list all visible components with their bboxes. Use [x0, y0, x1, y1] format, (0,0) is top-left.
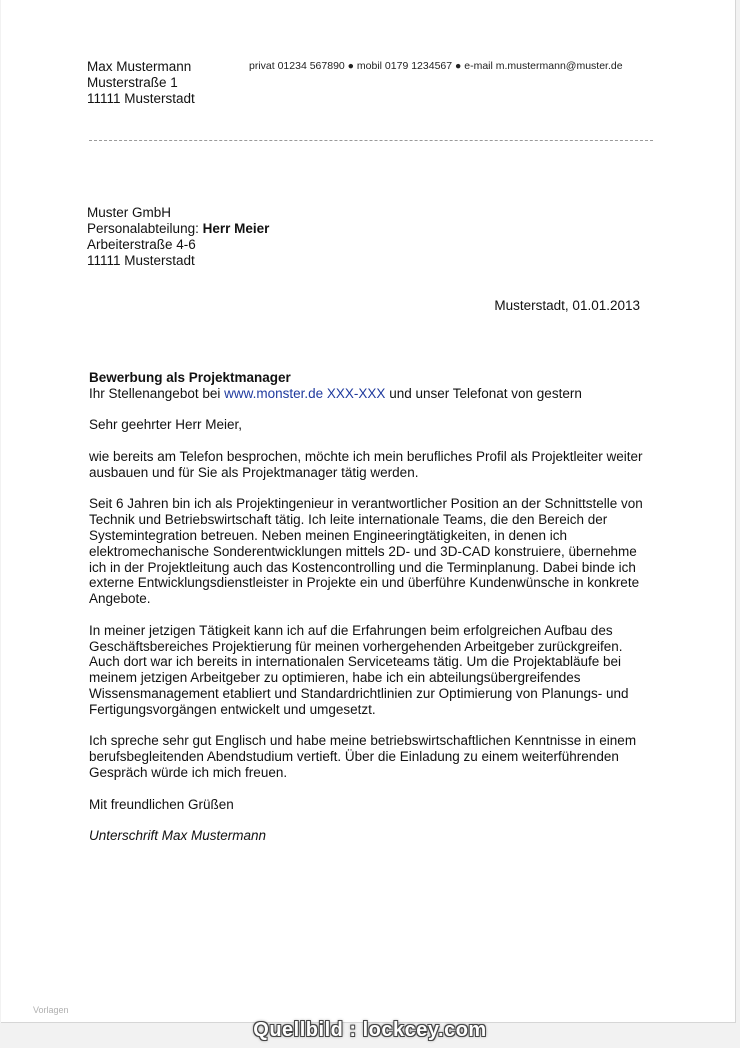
sender-address: [87, 59, 195, 107]
header-divider: [89, 140, 653, 141]
paragraph: Ich spreche sehr gut Englisch und habe meine betriebswirtschaftlichen Kenntnisse in einem berufsbegleitenden Abendstudium vertieft. Über die Einladung zu einem weiterführenden Gespräch würde ich mich freuen.: [89, 733, 637, 780]
paragraph: In meiner jetzigen Tätigkeit kann ich auf die Erfahrungen beim erfolgreichen Aufbau des Geschäftsbereiches Projektierung für meinen vorhergehenden Arbeitgeber zurückgreifen. Auch dort war ich bereits in internationalen Serviceteams tätig. Um die Projektabläufe bei meinem jetzigen Arbeitgeber zu optimieren, habe ich ein abteilungsübergreifendes Wissensmanagement etabliert und Standardrichtlinien zur Optimierung von Planungs- und Fertigungsvorgängen entwickelt und umgesetzt.: [89, 622, 629, 717]
recipient-street: Arbeiterstraße 4-6: [87, 237, 196, 252]
paragraph: wie bereits am Telefon besprochen, möchte ich mein berufliches Profil als Projektleiter weiter ausbauen und für Sie als Projektmanager tätig werden.: [89, 448, 643, 480]
sender-city: 11111 Musterstadt: [87, 91, 195, 106]
letter-body: [89, 370, 655, 844]
signature: Unterschrift Max Mustermann: [89, 828, 267, 844]
reference-suffix: und unser Telefonat von gestern: [385, 385, 582, 401]
sender-contact-line: privat 01234 567890 ● mobil 0179 1234567 ● e-mail m.mustermann@muster.de: [249, 60, 623, 72]
watermark-text: Vorlagen: [33, 1005, 69, 1015]
recipient-city: 11111 Musterstadt: [87, 253, 195, 268]
recipient-department-label: Personalabteilung:: [87, 221, 203, 236]
sender-street: Musterstraße 1: [87, 75, 178, 90]
recipient-company: Muster GmbH: [87, 205, 172, 220]
letter-date: Musterstadt, 01.01.2013: [494, 298, 640, 313]
letter-page: [1, 0, 736, 1023]
reference-line: [89, 386, 655, 402]
letter-subject: Bewerbung als Projektmanager: [89, 370, 291, 385]
recipient-address: [87, 205, 269, 269]
paragraph: Seit 6 Jahren bin ich als Projektingenieur in verantwortlicher Position an der Schnittstelle von Technik und Betriebswirtschaft tätig. Ich leite internationale Teams, die den Bereich der Systemintegration betreuen. Neben meinen Engineeringtätigkeiten, in denen ich elektromechanische Sonderentwicklungen mittels 2D- und 3D-CAD konstruiere, übernehme ich in der Projektleitung auch das Kostencontrolling und die Terminplanung. Dabei binde ich externe Entwicklungsdienstleister in Projekte ein und überführe Kundenwünsche in konkrete Angebote.: [89, 496, 643, 607]
reference-prefix: Ihr Stellenangebot bei: [89, 385, 225, 401]
recipient-person: Herr Meier: [202, 221, 270, 236]
salutation: Sehr geehrter Herr Meier,: [89, 417, 243, 433]
job-ad-link[interactable]: www.monster.de XXX-XXX: [224, 385, 386, 401]
recipient-department: [87, 221, 269, 237]
image-source-credit: Quellbild : lockcey.com: [253, 1019, 487, 1041]
sender-name: Max Mustermann: [87, 59, 192, 74]
closing: Mit freundlichen Grüßen: [89, 796, 234, 812]
